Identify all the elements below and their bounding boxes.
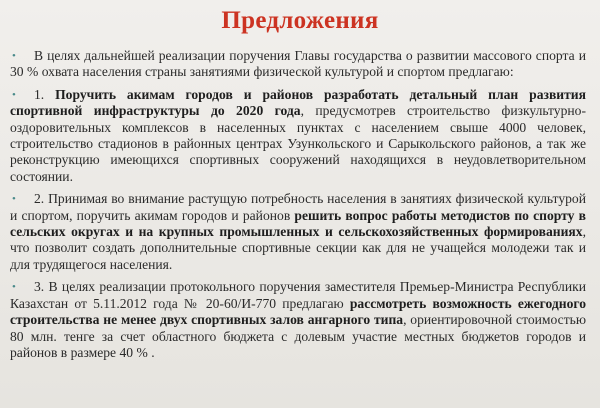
paragraph-prefix: 1. (34, 86, 56, 102)
paragraph-intro (10, 48, 586, 81)
paragraph-prefix: 2. Принимая во внимание растущую потребность населения в занятиях физической культурой и спортом, поручить акимам городов и районов (10, 191, 586, 223)
paragraph-bold: решить вопрос работы методистов по спорту в сельских округах и на крупных промышленных и сельскохозяйственных формированиях (10, 207, 586, 240)
slide-body (10, 48, 586, 367)
paragraph-proposal-1 (10, 87, 586, 185)
paragraph-proposal-3 (10, 279, 586, 361)
paragraph-bold: рассмотреть возможность ежегодного строительства не менее двух спортивных залов ангарного типа (10, 295, 587, 328)
slide-title: Предложения (221, 7, 379, 34)
paragraph-text: В целях дальнейшей реализации поручения Главы государства о развитии массового спорта и 30 % охвата населения страны занятиями физической культурой и спортом предлагаю: (10, 48, 586, 80)
bullet-icon: • (12, 88, 16, 101)
paragraph-prefix: 3. В целях реализации протокольного поручения заместителя Премьер-Министра Республики Казахстан от 5.11.2012 года № 20-60/И-770 предлагаю (10, 279, 586, 311)
paragraph-suffix: , что позволит создать дополнительные спортивные секции как для не учащейся молодежи так и для трудящегося населения. (10, 224, 586, 272)
paragraph-suffix: , предусмотрев строительство физкультурно-оздоровительных комплексов в населенных пунктах с населением свыше 4000 человек, строительство стадионов в районных центрах Узункольского и Сарыкольского районов, а так же реконструкцию имеющихся спортивных сооружений находящихся в неудовлетворительном состоянии. (10, 103, 586, 184)
paragraph-suffix: , ориентировочной стоимостью 80 млн. тенге за счет областного бюджета с долевым участие местных бюджетов городов и районов в размере 40 % . (10, 312, 586, 360)
bullet-icon: • (12, 281, 16, 294)
paragraph-bold: Поручить акимам городов и районов разработать детальный план развития спортивной инфраструктуры до 2020 года (10, 86, 586, 119)
bullet-icon: • (12, 50, 16, 62)
paragraph-proposal-2 (10, 191, 586, 273)
bullet-icon: • (12, 193, 16, 206)
